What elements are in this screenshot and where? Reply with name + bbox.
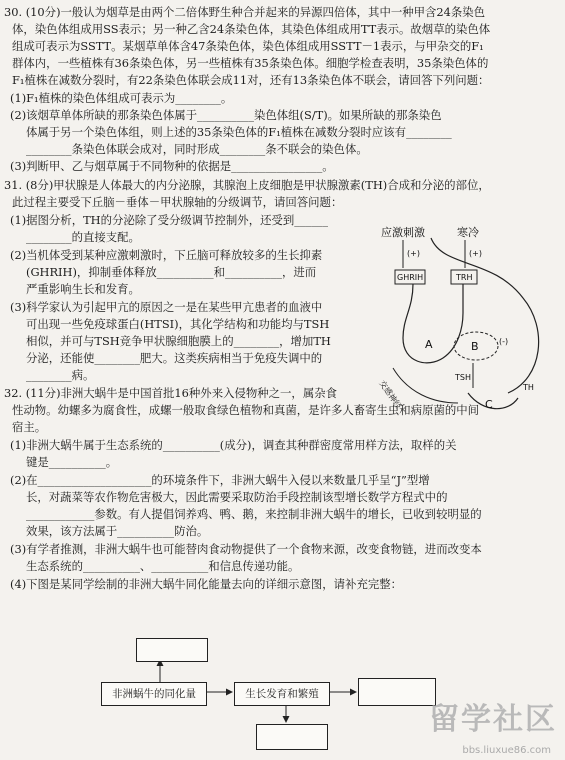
q32-sub4: (4)下图是某同学绘制的非洲大蜗牛同化能量去向的详细示意图，请补充完整： [10,577,403,591]
growth-label: 生长发育和繁殖 [245,688,319,700]
tsh-label: TSH [455,373,471,382]
q30-sub1: (1)F₁植株的染色体组成可表示为________。 [10,91,233,105]
pituitary-outline [403,284,463,363]
plus-mark-2: (+) [469,249,482,258]
plus-mark-1: (+) [407,249,420,258]
q31-sub3-line-4: 分泌，还能使________肥大。这类疾病相当于免疫失调中的 [26,351,323,365]
th-label: TH [523,383,534,392]
q31-sub3-line-1: (3)科学家认为引起甲亢的原因之一是在某些甲亢患者的血液中 [10,300,323,314]
q30-sub3: (3)判断甲、乙与烟草属于不同物种的依据是________________。 [10,159,334,173]
q30-line-4: 群体内，一些植株有36条染色体，另一些植株有35条染色体。细胞学检查表明，35条染色体的 [12,56,489,70]
q32-sub2-line-4: 效果，该方法属于__________防治。 [26,524,209,538]
region-c-label: C [485,398,493,411]
blank-box-top [136,638,208,662]
nerve-label: 交感神经 [377,378,404,411]
q30-line-1: 30. (10分)一般认为烟草是由两个二倍体野生种合并起来的异源四倍体，其中一种甲含24条染色 [4,5,486,19]
q30-line-3: 组成可表示为SSTT。某烟草单体含47条染色体，染色体组成用SSTT－1表示，与甲杂交的F₁ [12,39,484,53]
assimilated-energy-label: 非洲蜗牛的同化量 [112,688,196,700]
q32-sub3-line-1: (3)有学者推测，非洲大蜗牛也可能替肉食动物提供了一个食物来源，改变食物链，进而改变本 [10,542,482,556]
q32-sub2-line-2: 长，对蔬菜等农作物危害极大，因此需要采取防治手段控制该型增长数学方程式中的 [26,490,448,504]
blank-box-bottom [256,724,328,750]
thyroid-diagram-svg [373,218,553,423]
q32-line-3: 宿主。 [12,420,47,434]
blank-box-right [358,678,436,706]
q32-sub2-line-3: ____________参数。有人提倡饲养鸡、鸭、鹅，来控制非洲大蜗牛的增长，已收到较明显的 [26,507,482,521]
q31-sub2-line-3: 严重影响生长和发育。 [26,282,140,296]
q31-sub1-line-2: ________的直接支配。 [26,230,140,244]
minus-mark: (-) [499,337,509,346]
cold-label: 寒冷 [457,226,479,239]
q31-line-1: 31. (8分)甲状腺是人体最大的内分泌腺，其腺泡上皮细胞是甲状腺激素(TH)合成和分泌的部位， [4,178,490,192]
q32-sub3-line-2: 生态系统的__________、__________和信息传递功能。 [26,559,300,573]
q32-line-2: 性动物。幼螺多为腐食性，成螺一般取食绿色植物和真菌，是许多人畜寄生虫和病原菌的中间 [12,403,480,417]
q31-sub2-line-1: (2)当机体受到某种应激刺激时，下丘脑可释放较多的生长抑素 [10,248,323,262]
region-a-label: A [425,338,433,351]
q32-sub2-line-1: (2)在____________________的环境条件下，非洲大蜗牛入侵以来数量几乎呈“J”型增 [10,473,430,487]
region-b-label: B [471,340,479,353]
q31-sub3-line-5: ________病。 [26,368,95,382]
q30-sub2-line-2: 体属于另一个染色体组，则上述的35条染色体的F₁植株在减数分裂时应该有________ [26,125,452,139]
q30-line-2: 体，染色体组成用SS表示；另一种乙含24条染色体，其染色体组成用TT表示。故烟草的染色体 [12,22,491,36]
watermark-url: bbs.liuxue86.com [462,745,551,756]
stimulus-label: 应激刺激 [381,226,425,239]
q30-sub2-line-3: ________条染色体联会成对，同时形成________条不联会的染色体。 [26,142,368,156]
ghrih-label: GHRIH [397,273,424,282]
q32-sub1-line-1: (1)非洲大蜗牛属于生态系统的__________(成分)，调查其种群密度常用样方法，取样的关 [10,438,457,452]
q31-line-2: 此过程主要受下丘脑－垂体－甲状腺轴的分级调节，请回答问题： [12,195,343,209]
watermark-logo-text: 留学社区 [429,702,557,737]
growth-box [234,682,330,706]
q31-sub2-line-2: (GHRIH)，抑制垂体释放__________和__________，进而 [26,265,317,279]
q30-sub2-line-1: (2)该烟草单体所缺的那条染色体属于__________染色体组(S/T)。如果所缺的那条染色 [10,108,442,122]
q32-line-1: 32. (11分)非洲大蜗牛是中国首批16种外来入侵物种之一，属杂食 [4,386,337,400]
q30-line-5: F₁植株在减数分裂时，有22条染色体联会成11对，还有13条染色体不联会，请回答下列问题： [12,73,490,87]
q32-sub1-line-2: 键是__________。 [26,455,118,469]
trh-label: TRH [456,273,473,282]
nerve-arrow [393,368,458,403]
assimilated-energy-box [101,682,207,706]
thyroid-diagram [373,218,553,423]
hypothalamus-outline [431,238,539,393]
q31-sub3-line-3: 相似，并可与TSH竞争甲状腺细胞膜上的________，增加TH [26,334,331,348]
q31-sub3-line-2: 可出现一些免疫球蛋白(HTSI)，其化学结构和功能均与TSH [26,317,330,331]
q31-sub1-line-1: (1)据图分析，TH的分泌除了受分级调节控制外，还受到______ [10,213,329,227]
